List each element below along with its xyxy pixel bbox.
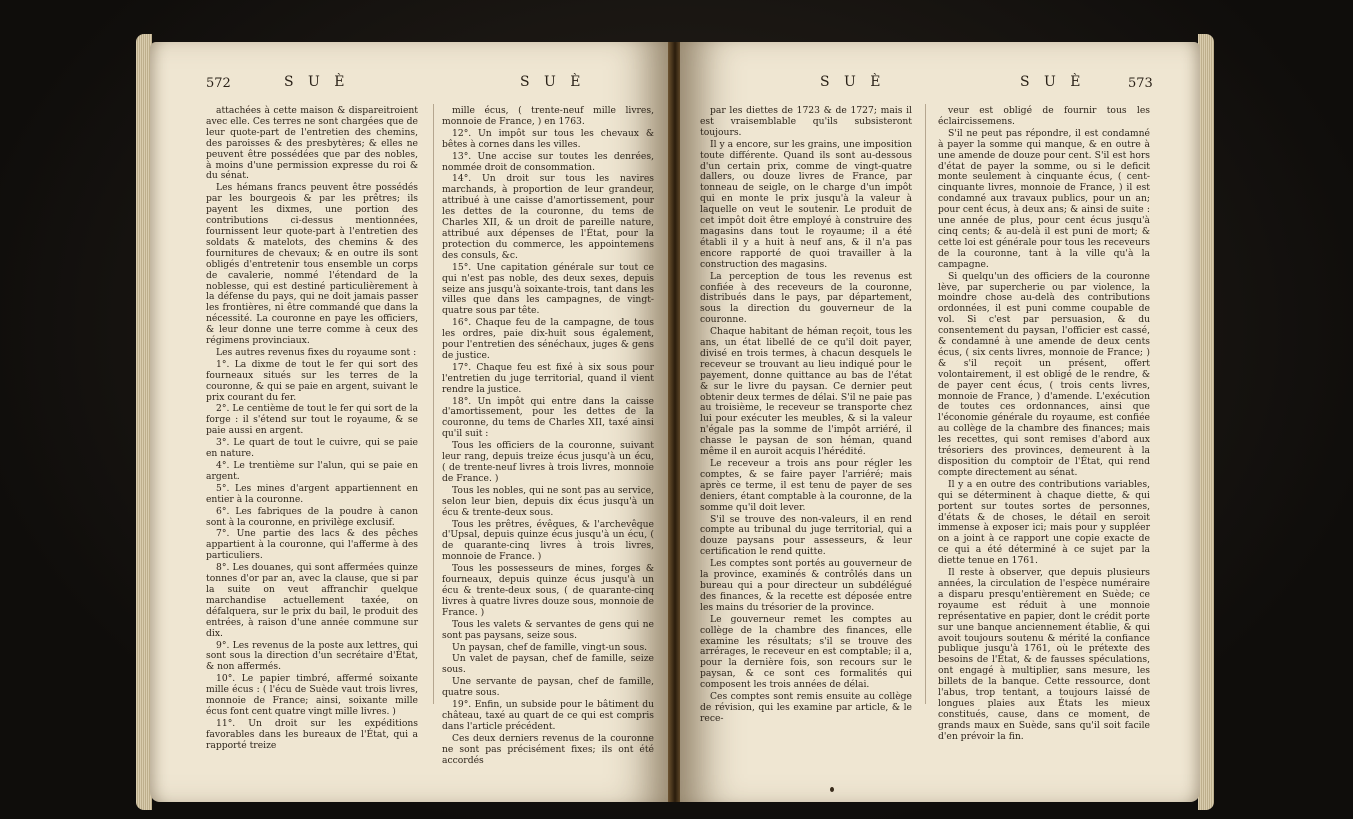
paragraph: Ces comptes sont remis ensuite au collège de révision, qui les examine par article, & le rece- bbox=[700, 691, 912, 724]
left-page bbox=[150, 42, 670, 802]
paragraph: 19°. Enfin, un subside pour le bâtiment du château, taxé au quart de ce qui est compris dans l'article précédent. bbox=[442, 699, 654, 732]
paragraph: Il y a encore, sur les grains, une imposition toute différente. Quand ils sont au-dessous d'un certain prix, comme de vingt-quatre dallers, ou douze livres de France, par tonneau de seigle, on le charge d'un impôt qui en monte le prix jusqu'à la valeur à laquelle on veut le soutenir. Le produit de cet impôt doit être employé à construire des magasins dans tout le royaume; il a été établi il y a huit à neuf ans, & il n'a pas encore rapporté de quoi travailler à la construction des magasins. bbox=[700, 138, 912, 270]
paragraph: attachées à cette maison & dispareitroient avec elle. Ces terres ne sont chargées que de leur quote-part de l'entretien des chemins, des paroisses & des presbytères; & elles ne peuvent être possédées que par des nobles, à moins d'une permission expresse du roi & du sénat. bbox=[206, 105, 418, 182]
paragraph: 13°. Une accise sur toutes les denrées, nommée droit de consommation. bbox=[442, 150, 654, 173]
paragraph: Ces deux derniers revenus de la couronne ne sont pas précisément fixes; ils ont été accordés bbox=[442, 732, 654, 766]
paragraph: 7°. Une partie des lacs & des pêches appartient à la couronne, qui l'afferme à des particuliers. bbox=[206, 528, 418, 562]
text-column-2 bbox=[938, 106, 1150, 744]
right-page bbox=[680, 42, 1200, 802]
paragraph: par les diettes de 1723 & de 1727; mais il est vraisemblable qu'ils subsisteront toujours. bbox=[700, 105, 912, 138]
paragraph: 12°. Un impôt sur tous les chevaux & bêtes à cornes dans les villes. bbox=[442, 127, 654, 150]
paragraph: S'il se trouve des non-valeurs, il en rend compte au tribunal du juge territorial, qui a douze paysans pour assesseurs, & leur certification le rend quitte. bbox=[700, 513, 912, 558]
paragraph: Les autres revenus fixes du royaume sont : bbox=[216, 346, 417, 358]
paragraph: Le gouverneur remet les comptes au collège de la chambre des finances, elle examine les résultats; s'il se trouve des arrérages, le receveur en est comptable; il a, pour la dernière fois, son recours sur le paysan, & ce sont ces formalités qui composent les trois années de délai. bbox=[700, 613, 912, 691]
paragraph: Le receveur a trois ans pour régler les comptes, & se faire payer l'arriéré; mais après ce terme, il est tenu de payer de ses deniers, étant comptable à la couronne, de la somme qu'il doit lever. bbox=[700, 458, 912, 513]
paragraph: Un paysan, chef de famille, vingt-un sous. bbox=[452, 641, 648, 653]
paragraph: 17°. Chaque feu est fixé à six sous pour l'entretien du juge territorial, quand il vient rendre la justice. bbox=[442, 361, 654, 395]
paragraph: Chaque habitant de héman reçoit, tous les ans, un état libellé de ce qu'il doit payer, divisé en trois termes, à chacun desquels le receveur se trouvant au lieu indiqué pour le payement, donne quittance au bas de l'état & sur le livre du paysan. Ce dernier peut obtenir deux termes de délai. S'il ne paie pas au troisième, le receveur se transporte chez lui pour exécuter les meubles, & si la valeur n'égale pas la somme de l'impôt arriéré, il chasse le paysan de son héman, quand même il en auroit acquis l'hérédité. bbox=[700, 326, 912, 458]
running-head: S U È bbox=[1020, 74, 1086, 90]
paragraph: Tous les possesseurs de mines, forges & fourneaux, depuis quinze écus jusqu'à un écu & trente-deux sous, ( de quarante-cinq livres à quatre livres douze sous, monnoie de France. ) bbox=[442, 563, 654, 618]
text-column-2 bbox=[442, 106, 654, 767]
running-head: S U È bbox=[284, 74, 350, 90]
paragraph: Un valet de paysan, chef de famille, seize sous. bbox=[442, 653, 654, 676]
running-head: S U È bbox=[520, 74, 586, 90]
text-column-1 bbox=[206, 106, 418, 753]
ink-speck bbox=[830, 787, 834, 792]
paragraph: mille écus, ( trente-neuf mille livres, monnoie de France, ) en 1763. bbox=[442, 105, 654, 127]
paragraph: 11°. Un droit sur les expéditions favorables dans les bureaux de l'État, qui a rapporté treize bbox=[206, 717, 418, 751]
column-rule bbox=[925, 104, 926, 704]
paragraph: 4°. Le trentième sur l'alun, qui se paie en argent. bbox=[206, 460, 418, 482]
paragraph: 18°. Un impôt qui entre dans la caisse d'amortissement, pour les dettes de la couronne, du tems de Charles XII, taxé ainsi qu'il suit : bbox=[442, 395, 654, 440]
paragraph: S'il ne peut pas répondre, il est condamné à payer la somme qui manque, & en outre à une amende de douze pour cent. S'il est hors d'état de payer la somme, ou si le deficit monte seulement à cinquante écus, ( cent-cinquante livres, monnoie de France, ) il est condamné aux travaux publics, pour un an; pour cent écus, à deux ans; & ainsi de suite : une année de plus, pour cent écus jusqu'à cinq cents; & au-delà il est puni de mort; & cette loi est générale pour tous les receveurs de la couronne, tant à la ville qu'à la campagne. bbox=[938, 127, 1150, 270]
paragraph: Tous les officiers de la couronne, suivant leur rang, depuis treize écus jusqu'à un écu, ( de trente-neuf livres à trois livres, monnoie de France. ) bbox=[442, 440, 654, 484]
paragraph: Il y a en outre des contributions variables, qui se déterminent à chaque diette, & qui portent sur toutes sortes de personnes, d'états & de choses, le détail en seroit immense à exposer ici; mais pour y suppléer on a joint à ce rapport une copie exacte de ce qui a été déterminé à ce sujet par la diette tenue en 1761. bbox=[938, 478, 1150, 567]
paragraph: 6°. Les fabriques de la poudre à canon sont à la couronne, en privilège exclusif. bbox=[206, 505, 418, 528]
paragraph: Tous les valets & servantes de gens qui ne sont pas paysans, seize sous. bbox=[442, 618, 654, 641]
paragraph: Les comptes sont portés au gouverneur de la province, examinés & contrôlés dans un bureau qui a pour directeur un subdélégué des finances, & la recette est déposée entre les mains du trésorier de la province. bbox=[700, 558, 912, 613]
paragraph: Tous les nobles, qui ne sont pas au service, selon leur bien, depuis dix écus jusqu'à un écu & trente-deux sous. bbox=[442, 484, 654, 518]
paragraph: Il reste à observer, que depuis plusieurs années, la circulation de l'espèce numéraire a disparu presqu'entièrement en Suède; ce royaume est réduit à une monnoie représentative en papier, dont le crédit porte sur une banque anciennement établie, & qui avoit toujours soutenu & mérité la confiance publique jusqu'à 1761, où le prétexte des besoins de l'État, & de fausses spéculations, ont engagé à multiplier, sans mesure, les billets de la banque. Cette ressource, dont l'abus, trop tentant, a toujours laissé de longues plaies aux États les mieux constitués, cause, dans ce moment, de grands maux en Suède, sans qu'il soit facile d'en prévoir la fin. bbox=[938, 567, 1150, 742]
paragraph: 9°. Les revenus de la poste aux lettres, qui sont sous la direction d'un secrétaire d'État, & non affermés. bbox=[206, 639, 418, 673]
paragraph: 5°. Les mines d'argent appartiennent en entier à la couronne. bbox=[206, 482, 418, 505]
page-edges-right bbox=[1198, 34, 1214, 810]
paragraph: 2°. Le centième de tout le fer qui sort de la forge : il s'étend sur tout le royaume, & se paie aussi en argent. bbox=[206, 403, 418, 437]
paragraph: 10°. Le papier timbré, affermé soixante mille écus : ( l'écu de Suède vaut trois livres, monnoie de France; ainsi, soixante mille écus font cent quatre vingt mille livres. ) bbox=[206, 673, 418, 717]
page-number: 572 bbox=[206, 76, 231, 91]
open-book bbox=[150, 20, 1210, 810]
text-column-1 bbox=[700, 106, 912, 726]
paragraph: Les hémans francs peuvent être possédés par les bourgeois & par les prêtres; ils payent les dixmes, une portion des contributions ci-dessus mentionnées, fournissent leur quote-part à l'entretien des soldats & matelots, des chemins & des fournitures de chevaux; & en outre ils sont obligés d'entretenir tous ensemble un corps de cavalerie, nommé l'étendard de la noblesse, qui est destiné particulièrement à la défense du pays, qui ne doit jamais passer les frontières, ni être commandé que dans la nécessité. La couronne en paye les officiers, & leur donne une terre comme à ceux des régimens provinciaux. bbox=[206, 182, 418, 347]
paragraph: 1°. La dixme de tout le fer qui sort des fourneaux situés sur les terres de la couronne, & qui se paie en argent, suivant le prix courant du fer. bbox=[206, 358, 418, 403]
paragraph: 14°. Un droit sur tous les navires marchands, à proportion de leur grandeur, attribué à une caisse d'amortissement, pour les dettes de la couronne, du tems de Charles XII, & un droit de pareille nature, attribué aux dépenses de l'État, pour la protection du commerce, les appointemens des consuls, &c. bbox=[442, 173, 654, 261]
paragraph: Une servante de paysan, chef de famille, quatre sous. bbox=[442, 676, 654, 699]
paragraph: 8°. Les douanes, qui sont affermées quinze tonnes d'or par an, avec la clause, que si par la suite on veut affranchir quelque marchandise actuellement taxée, on défalquera, sur le prix du bail, le produit des entrées, à raison d'une année commune sur dix. bbox=[206, 562, 418, 639]
paragraph: Tous les prêtres, évêques, & l'archevêque d'Upsal, depuis quinze écus jusqu'à un écu, ( de quarante-cinq livres à trois livres, monnoie de France. ) bbox=[442, 518, 654, 563]
paragraph: 15°. Une capitation générale sur tout ce qui n'est pas noble, des deux sexes, depuis seize ans jusqu'à soixante-trois, tant dans les villes que dans les campagnes, de vingt-quatre sous par tête. bbox=[442, 261, 654, 317]
paragraph: veur est obligé de fournir tous les éclaircissemens. bbox=[938, 105, 1150, 127]
column-rule bbox=[433, 104, 434, 704]
paragraph: 3°. Le quart de tout le cuivre, qui se paie en nature. bbox=[206, 437, 418, 460]
paragraph: 16°. Chaque feu de la campagne, de tous les ordres, paie dix-huit sous également, pour l'entretien des sénéchaux, juges & gens de justice. bbox=[442, 317, 654, 361]
running-head: S U È bbox=[820, 74, 886, 90]
page-number: 573 bbox=[1128, 76, 1153, 91]
paragraph: Si quelqu'un des officiers de la couronne lève, par supercherie ou par violence, la moindre chose au-delà des contributions ordonnées, il est puni comme coupable de vol. Si c'est par persuasion, & du consentement du paysan, l'officier est cassé, & condamné à une amende de deux cents écus, ( six cents livres, monnoie de France; ) & s'il reçoit un présent, offert volontairement, il est obligé de le rendre, & de payer cent écus, ( trois cents livres, monnoie de France, ) d'amende. L'exécution de toutes ces ordonnances, ainsi que l'économie générale du royaume, est confiée au collège de la chambre des finances; mais les recettes, qui sont remises d'abord aux trésoriers des provinces, demeurent à la disposition du comptoir de l'État, qui rend compte directement au sénat. bbox=[938, 270, 1150, 478]
paragraph: La perception de tous les revenus est confiée à des receveurs de la couronne, distribués dans le pays, par département, sous la direction du gouverneur de la couronne. bbox=[700, 270, 912, 326]
